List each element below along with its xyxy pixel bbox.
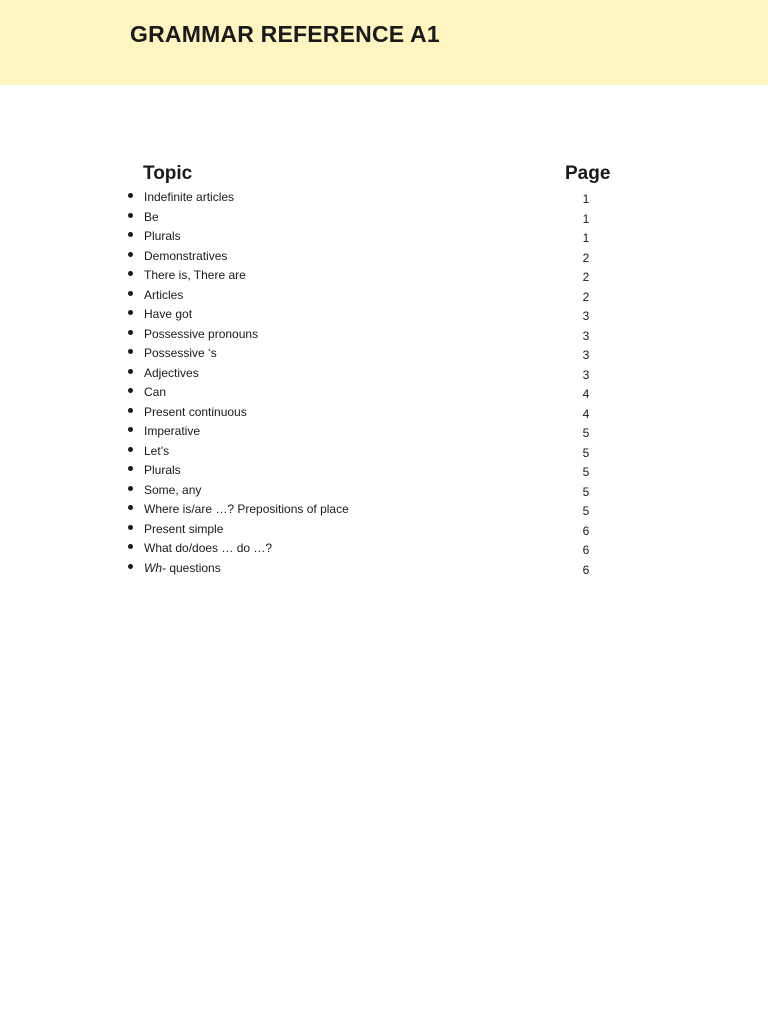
topic-label-rest: questions: [166, 560, 221, 575]
topic-label: Imperative: [144, 424, 201, 438]
page-number: 1: [582, 211, 590, 226]
page-number: 3: [582, 328, 590, 343]
list-item: [0, 247, 768, 267]
topic-column-heading: Topic: [143, 163, 193, 184]
list-item: [0, 208, 768, 228]
list-item: [0, 325, 768, 345]
page-number: 2: [582, 289, 590, 304]
page-number: 5: [582, 426, 590, 440]
topic-label: Possessive pronouns: [144, 326, 259, 341]
page-number: 6: [582, 543, 590, 557]
bullet-icon: [128, 564, 133, 569]
topic-label: Demonstratives: [144, 248, 228, 263]
topic-label: Present continuous: [144, 404, 247, 419]
topic-label-italic: Wh-: [144, 560, 166, 575]
list-item: [0, 461, 768, 481]
page-column-heading: Page: [565, 163, 611, 184]
bullet-icon: [128, 466, 133, 471]
page-number: 2: [582, 250, 590, 265]
topic-label: [144, 560, 221, 576]
list-item: [0, 266, 768, 286]
list-item: [0, 403, 768, 423]
page-number: 4: [582, 387, 590, 401]
list-item: [0, 539, 768, 559]
topic-label: Plurals: [144, 229, 181, 243]
bullet-icon: [128, 271, 133, 276]
topic-label: Have got: [144, 307, 193, 321]
list-item: [0, 520, 768, 540]
list-item: [0, 364, 768, 384]
bullet-icon: [128, 369, 133, 374]
list-item: [0, 500, 768, 520]
bullet-icon: [128, 544, 133, 549]
page-title: GRAMMAR REFERENCE A1: [130, 21, 440, 47]
list-item: [0, 442, 768, 462]
list-item: [0, 422, 768, 442]
page-number: 3: [582, 367, 590, 382]
bullet-icon: [128, 291, 133, 296]
list-item: [0, 344, 768, 364]
page-number: 6: [582, 562, 590, 577]
page-number: 3: [582, 348, 590, 362]
bullet-icon: [128, 525, 133, 530]
bullet-icon: [128, 408, 133, 413]
page-number: 6: [582, 523, 590, 538]
topic-label: There is, There are: [144, 268, 246, 282]
topic-label: Be: [144, 209, 159, 224]
page-number: 5: [582, 465, 590, 479]
topic-list: [0, 188, 768, 578]
list-item: [0, 559, 768, 579]
list-item: [0, 227, 768, 247]
page-number: 3: [582, 309, 590, 323]
page-number: 2: [582, 270, 590, 284]
topic-label: Let’s: [144, 443, 170, 458]
topic-label: Present simple: [144, 521, 224, 536]
page-number: 4: [582, 406, 590, 421]
topic-label: Some, any: [144, 482, 202, 497]
list-item: [0, 188, 768, 208]
bullet-icon: [128, 447, 133, 452]
topic-label: Adjectives: [144, 365, 199, 380]
bullet-icon: [128, 193, 133, 198]
bullet-icon: [128, 427, 133, 432]
page-number: 5: [582, 445, 590, 460]
topic-label: Articles: [144, 287, 184, 302]
page-number: 5: [582, 484, 590, 499]
list-item: [0, 383, 768, 403]
list-item: [0, 481, 768, 501]
bullet-icon: [128, 349, 133, 354]
topic-label: Can: [144, 385, 167, 399]
page-number: 5: [582, 504, 590, 518]
page-number: 1: [582, 231, 590, 245]
bullet-icon: [128, 330, 133, 335]
topic-label: Where is/are …? Prepositions of place: [144, 502, 349, 516]
topic-label: What do/does … do …?: [144, 541, 273, 555]
bullet-icon: [128, 505, 133, 510]
topic-label: Indefinite articles: [144, 190, 235, 204]
topic-label: Plurals: [144, 463, 181, 477]
topic-label: Possessive ‘s: [144, 346, 217, 360]
bullet-icon: [128, 486, 133, 491]
bullet-icon: [128, 310, 133, 315]
bullet-icon: [128, 213, 133, 218]
list-item: [0, 286, 768, 306]
page-number: 1: [582, 192, 590, 206]
bullet-icon: [128, 388, 133, 393]
bullet-icon: [128, 232, 133, 237]
bullet-icon: [128, 252, 133, 257]
list-item: [0, 305, 768, 325]
